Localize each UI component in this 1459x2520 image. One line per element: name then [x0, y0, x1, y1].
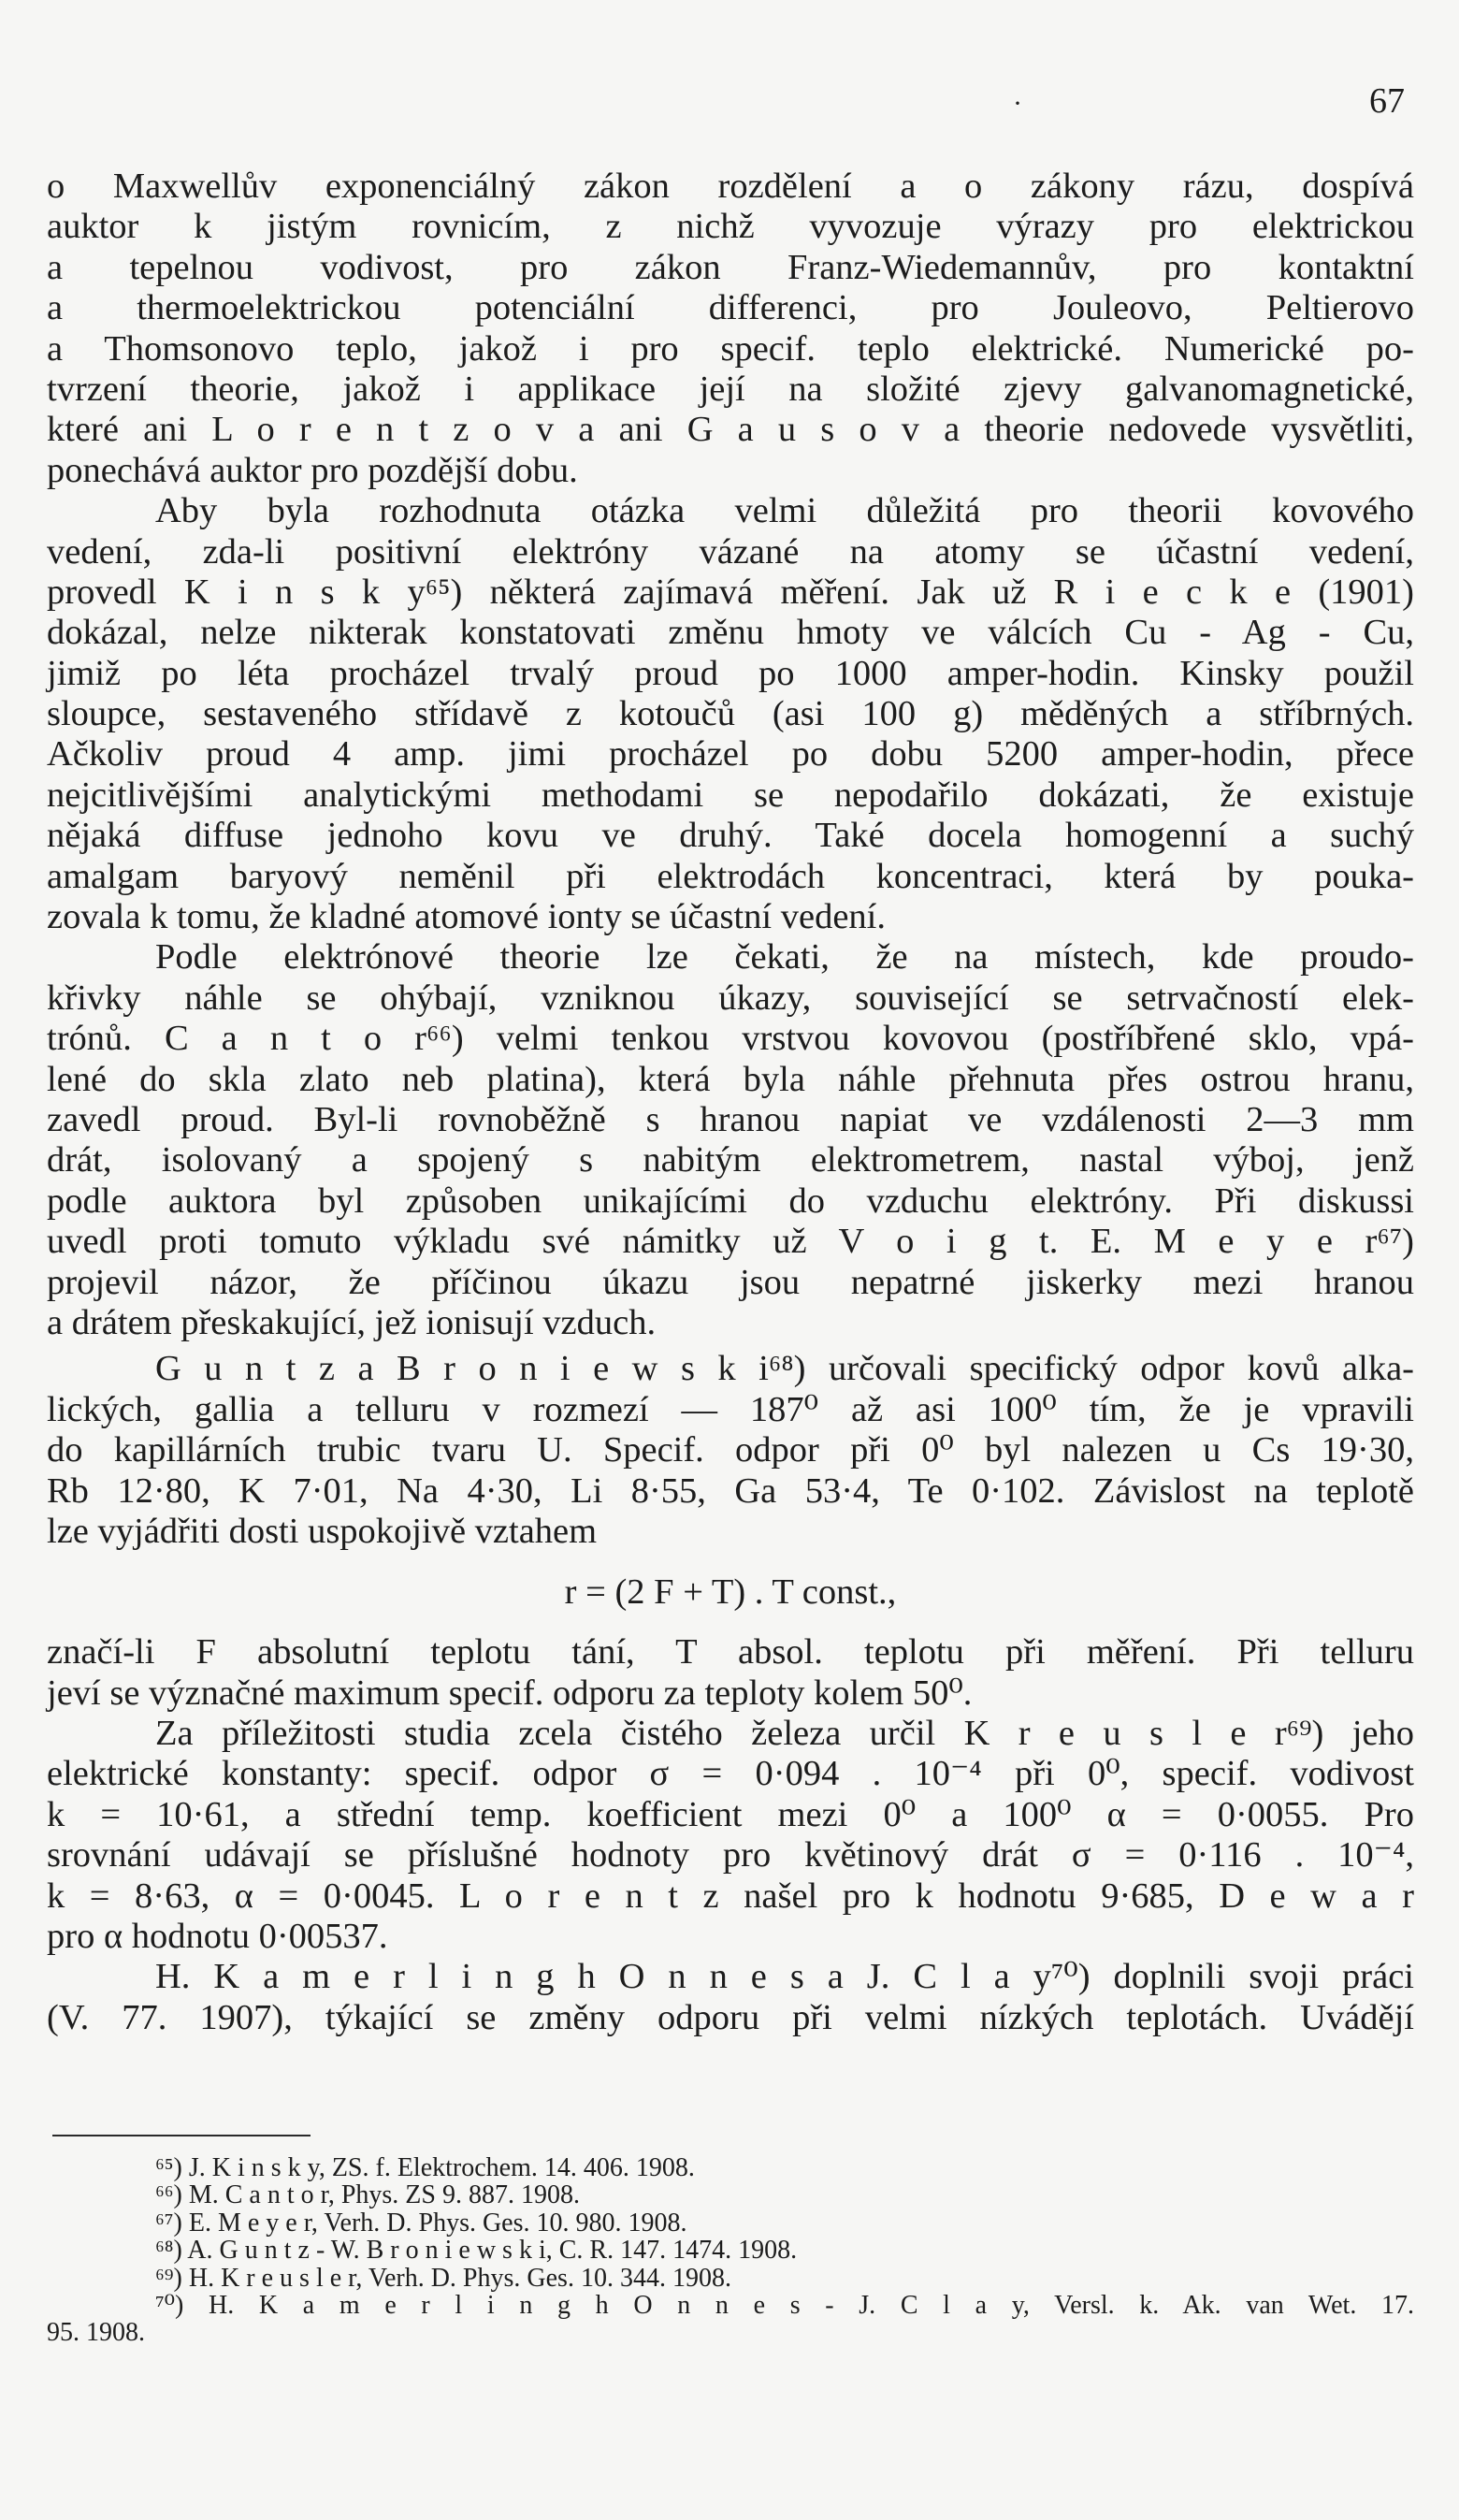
text-line: zavedl proud. Byl-li rovnoběžně s hranou napiat ve vzdálenosti 2—3 mm	[47, 1099, 1414, 1139]
text-line: nejcitlivějšími analytickými methodami se nepodařilo dokázati, že existuje	[47, 775, 1414, 815]
text-line: G u n t z a B r o n i e w s k i⁶⁸) určovali specifický odpor kovů alka-	[155, 1349, 1414, 1389]
text-line: o Maxwellův exponenciálný zákon rozdělení a o zákony rázu, dospívá	[47, 167, 1414, 206]
footnote-line: ⁶⁷) E. M e y e r, Verh. D. Phys. Ges. 10. 980. 1908.	[155, 2208, 687, 2238]
footnote-line: 95. 1908.	[47, 2318, 145, 2348]
footnote-line: ⁷⁰) H. K a m e r l i n g h O n n e s - J. C l a y, Versl. k. Ak. van Wet. 17.	[155, 2290, 1414, 2320]
text-line: lze vyjádřiti dosti uspokojivě vztahem	[47, 1511, 598, 1551]
text-line: sloupce, sestaveného střídavě z kotoučů (asi 100 g) měděných a stříbrných.	[47, 694, 1414, 734]
text-line: trónů. C a n t o r⁶⁶) velmi tenkou vrstvou kovovou (postříbřené sklo, vpá-	[47, 1019, 1414, 1059]
text-line: lických, gallia a telluru v rozmezí — 187⁰ až asi 100⁰ tím, že je vpravili	[47, 1389, 1414, 1429]
text-line: Ačkoliv proud 4 amp. jimi procházel po dobu 5200 amper-hodin, přece	[47, 734, 1414, 775]
text-line: ponechává auktor pro pozdější dobu.	[47, 450, 578, 490]
text-line: Podle elektrónové theorie lze čekati, že na místech, kde proudo-	[155, 937, 1414, 978]
footnote-line: ⁶⁶) M. C a n t o r, Phys. ZS 9. 887. 1908.	[155, 2180, 580, 2210]
text-line: podle auktora byl způsoben unikajícími do vzduchu elektróny. Při diskussi	[47, 1180, 1414, 1221]
text-line: projevil názor, že příčinou úkazu jsou nepatrné jiskerky mezi hranou	[47, 1262, 1414, 1302]
footnote-line: ⁶⁵) J. K i n s k y, ZS. f. Elektrochem. 14. 406. 1908.	[155, 2153, 695, 2182]
text-line: k = 10·61, a střední temp. koefficient mezi 0⁰ a 100⁰ α = 0·0055. Pro	[47, 1794, 1414, 1834]
text-line: jimiž po léta procházel trvalý proud po 1000 amper-hodin. Kinsky použil	[47, 653, 1414, 693]
text-line: drát, isolovaný a spojený s nabitým elektrometrem, nastal výboj, jenž	[47, 1140, 1414, 1180]
footnote-line: ⁶⁸) A. G u n t z - W. B r o n i e w s k i, C. R. 147. 1474. 1908.	[155, 2236, 798, 2266]
text-line: křivky náhle se ohýbají, vzniknou úkazy, související se setrvačností elek-	[47, 978, 1414, 1018]
text-line: amalgam baryový neměnil při elektrodách koncentraci, která by pouka-	[47, 856, 1414, 896]
text-line: auktor k jistým rovnicím, z nichž vyvozuje výrazy pro elektrickou	[47, 207, 1414, 247]
text-line: do kapillárních trubic tvaru U. Specif. odpor při 0⁰ byl nalezen u Cs 19·30,	[47, 1430, 1414, 1470]
text-line: a Thomsonovo teplo, jakož i pro specif. teplo elektrické. Numerické po-	[47, 328, 1414, 369]
text-line: tvrzení theorie, jakož i applikace její na složité zjevy galvanomagnetické,	[47, 369, 1414, 409]
text-line: pro α hodnotu 0·00537.	[47, 1917, 388, 1957]
text-line: jeví se význačné maximum specif. odporu za teploty kolem 50⁰.	[47, 1673, 973, 1713]
marginal-dot: ·	[1013, 88, 1022, 119]
text-line: Rb 12·80, K 7·01, Na 4·30, Li 8·55, Ga 53·4, Te 0·102. Závislost na teplotě	[47, 1470, 1414, 1511]
page-number: 67	[1369, 81, 1405, 121]
text-line: lené do skla zlato neb platina), která byla náhle přehnuta přes ostrou hranu,	[47, 1059, 1414, 1099]
text-line: provedl K i n s k y⁶⁵) některá zajímavá měření. Jak už R i e c k e (1901)	[47, 572, 1414, 612]
text-line: a thermoelektrickou potenciální differenci, pro Jouleovo, Peltierovo	[47, 288, 1414, 328]
text-line: nějaká diffuse jednoho kovu ve druhý. Také docela homogenní a suchý	[47, 816, 1414, 856]
text-line: Aby byla rozhodnuta otázka velmi důležitá pro theorii kovového	[155, 491, 1414, 531]
body-text	[47, 167, 1414, 2038]
text-line: H. K a m e r l i n g h O n n e s a J. C l a y⁷⁰) doplnili svoji práci	[155, 1957, 1414, 1997]
text-line: dokázal, nelze nikterak konstatovati změnu hmoty ve válcích Cu - Ag - Cu,	[47, 613, 1414, 653]
text-line: Za příležitosti studia zcela čistého železa určil K r e u s l e r⁶⁹) jeho	[155, 1714, 1414, 1754]
footnote-line: ⁶⁹) H. K r e u s l e r, Verh. D. Phys. Ges. 10. 344. 1908.	[155, 2263, 731, 2293]
footnotes	[47, 2154, 1414, 2347]
text-line: k = 8·63, α = 0·0045. L o r e n t z našel pro k hodnotu 9·685, D e w a r	[47, 1876, 1414, 1916]
footnote-rule	[52, 2135, 311, 2136]
text-line: značí-li F absolutní teplotu tání, T absol. teplotu při měření. Při telluru	[47, 1632, 1414, 1673]
text-line: elektrické konstanty: specif. odpor σ = 0·094 . 10⁻⁴ při 0⁰, specif. vodivost	[47, 1754, 1414, 1794]
text-line: a tepelnou vodivost, pro zákon Franz-Wiedemannův, pro kontaktní	[47, 247, 1414, 287]
text-line: vedení, zda-li positivní elektróny vázané na atomy se účastní vedení,	[47, 531, 1414, 572]
text-line: uvedl proti tomuto výkladu své námitky už V o i g t. E. M e y e r⁶⁷)	[47, 1222, 1414, 1262]
text-line: (V. 77. 1907), týkající se změny odporu při velmi nízkých teplotách. Uvádějí	[47, 1997, 1414, 2037]
text-line: zovala k tomu, že kladné atomové ionty se účastní vedení.	[47, 897, 886, 937]
text-line: a drátem přeskakující, jež ionisují vzduch.	[47, 1302, 657, 1342]
text-line: srovnání udávají se příslušné hodnoty pro květinový drát σ = 0·116 . 10⁻⁴,	[47, 1835, 1414, 1876]
text-line: které ani L o r e n t z o v a ani G a u s o v a theorie nedovede vysvětliti,	[47, 410, 1414, 450]
text-line: r = (2 F + T) . T const.,	[564, 1572, 897, 1613]
